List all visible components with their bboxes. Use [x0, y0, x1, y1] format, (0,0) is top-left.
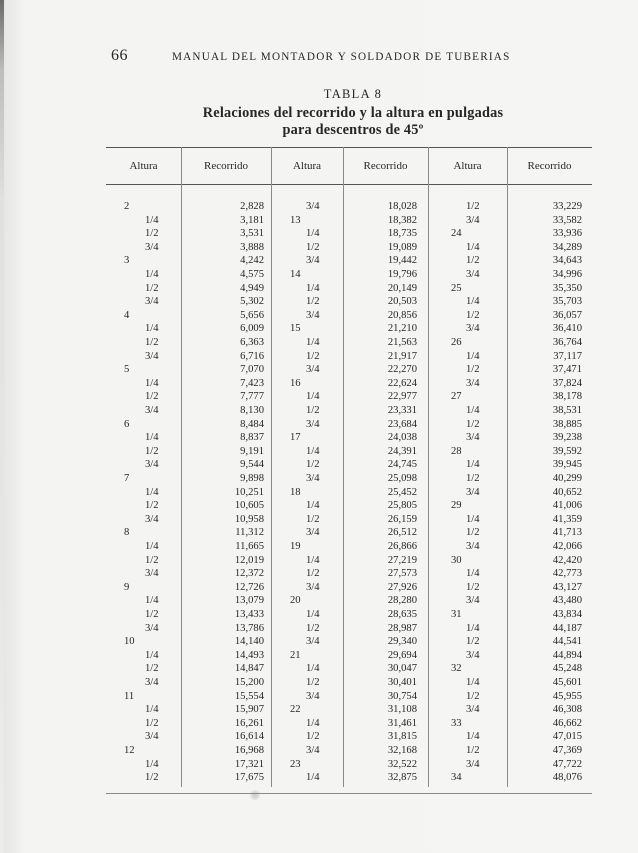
- recorrido-cell: 4,242: [240, 255, 264, 267]
- altura-cell: 3/4: [306, 309, 320, 321]
- recorrido-cell: 35,703: [552, 296, 582, 308]
- recorrido-cell: 20,503: [387, 296, 417, 308]
- altura-cell: 17: [290, 432, 301, 444]
- recorrido-cell: 43,127: [552, 581, 582, 593]
- recorrido-cell: 24,038: [387, 432, 417, 444]
- column-divider: [343, 147, 344, 787]
- altura-cell: 1/2: [466, 418, 480, 430]
- altura-cell: 6: [124, 418, 130, 430]
- recorrido-cell: 24,391: [387, 445, 417, 457]
- recorrido-cell: 32,522: [387, 758, 417, 770]
- altura-cell: 1/2: [466, 581, 480, 593]
- altura-cell: 3/4: [466, 432, 480, 444]
- page-number: 66: [111, 47, 128, 64]
- altura-cell: 2: [124, 201, 130, 212]
- recorrido-cell: 18,735: [387, 228, 417, 240]
- altura-cell: 1/2: [145, 445, 159, 457]
- recorrido-cell: 10,605: [234, 500, 264, 512]
- altura-cell: 1/2: [145, 282, 159, 294]
- altura-cell: 9: [124, 581, 130, 593]
- recorrido-cell: 14,140: [234, 636, 264, 648]
- altura-cell: 3/4: [145, 568, 159, 580]
- recorrido-cell: 26,159: [387, 513, 417, 525]
- altura-cell: 23: [290, 758, 301, 770]
- altura-cell: 1/2: [466, 636, 480, 648]
- table-title-line-1: Relaciones del recorrido y la altura en pulgadas: [202, 105, 504, 121]
- recorrido-cell: 34,643: [552, 255, 582, 267]
- altura-cell: 29: [451, 500, 462, 512]
- altura-cell: 3/4: [466, 269, 480, 280]
- recorrido-cell: 4,949: [240, 282, 264, 294]
- running-head: MANUAL DEL MONTADOR Y SOLDADOR DE TUBERIAS: [172, 51, 511, 63]
- recorrido-cell: 40,299: [552, 473, 582, 484]
- altura-cell: 34: [451, 772, 462, 784]
- altura-cell: 27: [451, 391, 462, 403]
- recorrido-cell: 4,575: [240, 269, 264, 280]
- recorrido-cell: 29,340: [387, 636, 417, 648]
- altura-cell: 16: [290, 377, 301, 389]
- column-divider: [507, 147, 508, 787]
- recorrido-cell: 20,149: [387, 282, 417, 294]
- altura-cell: 13: [290, 214, 301, 226]
- altura-cell: 1/2: [306, 350, 320, 362]
- recorrido-cell: 40,652: [552, 486, 582, 498]
- print-smudge: [250, 790, 260, 800]
- altura-cell: 3/4: [145, 677, 159, 688]
- altura-cell: 3/4: [466, 377, 480, 389]
- altura-cell: 18: [290, 486, 301, 498]
- altura-cell: 15: [290, 323, 301, 335]
- altura-cell: 1/2: [306, 513, 320, 525]
- altura-cell: 14: [290, 269, 301, 280]
- altura-cell: 3/4: [306, 418, 320, 430]
- altura-cell: 1/4: [466, 241, 480, 253]
- altura-cell: 1/2: [306, 405, 320, 416]
- recorrido-cell: 11,665: [235, 541, 264, 552]
- altura-cell: 21: [290, 649, 301, 661]
- recorrido-cell: 30,047: [387, 663, 417, 675]
- recorrido-cell: 38,531: [552, 405, 582, 416]
- altura-cell: 11: [124, 690, 135, 702]
- recorrido-cell: 37,824: [552, 377, 582, 389]
- altura-cell: 1/4: [466, 513, 480, 525]
- altura-cell: 1/4: [145, 541, 159, 552]
- altura-cell: 28: [451, 445, 462, 457]
- recorrido-cell: 48,076: [552, 772, 582, 784]
- altura-cell: 3/4: [306, 201, 320, 212]
- altura-cell: 3/4: [466, 214, 480, 226]
- recorrido-cell: 16,968: [234, 745, 264, 756]
- recorrido-cell: 44,894: [552, 649, 582, 661]
- recorrido-cell: 3,531: [240, 228, 264, 240]
- altura-cell: 1/4: [306, 282, 320, 294]
- header-altura: Altura: [292, 160, 322, 172]
- recorrido-cell: 7,777: [240, 391, 264, 403]
- recorrido-cell: 7,423: [240, 377, 264, 389]
- table-top-rule: [106, 147, 592, 148]
- altura-cell: 1/4: [466, 677, 480, 688]
- recorrido-cell: 2,828: [240, 201, 264, 212]
- table-label: TABLA 8: [323, 87, 383, 101]
- recorrido-cell: 27,219: [387, 554, 417, 566]
- recorrido-cell: 37,117: [553, 350, 582, 362]
- altura-cell: 3/4: [145, 731, 159, 743]
- altura-cell: 3/4: [466, 758, 480, 770]
- recorrido-cell: 23,684: [387, 418, 417, 430]
- altura-cell: 3/4: [466, 486, 480, 498]
- recorrido-cell: 28,635: [387, 609, 417, 620]
- recorrido-cell: 33,229: [552, 201, 582, 212]
- recorrido-cell: 14,493: [234, 649, 264, 661]
- column-divider: [428, 147, 429, 787]
- altura-cell: 1/4: [306, 500, 320, 512]
- altura-cell: 1/2: [306, 241, 320, 253]
- altura-cell: 1/2: [145, 609, 159, 620]
- altura-cell: 3/4: [306, 581, 320, 593]
- recorrido-cell: 34,996: [552, 269, 582, 280]
- altura-cell: 1/4: [306, 554, 320, 566]
- altura-cell: 7: [124, 473, 130, 484]
- recorrido-cell: 15,907: [234, 704, 264, 716]
- altura-cell: 32: [451, 663, 462, 675]
- altura-cell: 1/2: [145, 500, 159, 512]
- recorrido-cell: 47,015: [552, 731, 582, 743]
- altura-cell: 1/4: [145, 214, 159, 226]
- column-divider: [181, 147, 182, 787]
- altura-cell: 1/2: [466, 255, 480, 267]
- recorrido-cell: 19,442: [387, 255, 417, 267]
- recorrido-cell: 18,382: [387, 214, 417, 226]
- altura-cell: 22: [290, 704, 301, 716]
- altura-cell: 3/4: [306, 473, 320, 484]
- header-recorrido: Recorrido: [363, 160, 408, 172]
- recorrido-cell: 25,098: [387, 473, 417, 484]
- recorrido-cell: 29,694: [387, 649, 417, 661]
- recorrido-cell: 27,573: [387, 568, 417, 580]
- altura-cell: 1/4: [145, 649, 159, 661]
- altura-cell: 1/4: [145, 758, 159, 770]
- altura-cell: 1/4: [145, 323, 159, 335]
- altura-cell: 19: [290, 541, 301, 552]
- altura-cell: 3/4: [306, 255, 320, 267]
- recorrido-cell: 39,945: [552, 459, 582, 471]
- recorrido-cell: 36,764: [552, 337, 582, 348]
- altura-cell: 1/2: [306, 677, 320, 688]
- recorrido-cell: 3,888: [240, 241, 264, 253]
- altura-cell: 3/4: [306, 745, 320, 756]
- altura-cell: 1/2: [145, 772, 159, 784]
- altura-cell: 3/4: [466, 595, 480, 607]
- altura-cell: 1/4: [306, 609, 320, 620]
- recorrido-cell: 35,350: [552, 282, 582, 294]
- recorrido-cell: 45,955: [552, 690, 582, 702]
- altura-cell: 1/4: [306, 663, 320, 675]
- altura-cell: 3/4: [145, 513, 159, 525]
- recorrido-cell: 47,369: [552, 745, 582, 756]
- recorrido-cell: 26,512: [387, 527, 417, 539]
- altura-cell: 1/4: [145, 377, 159, 389]
- recorrido-cell: 7,070: [240, 364, 264, 376]
- altura-cell: 1/2: [466, 473, 480, 484]
- recorrido-cell: 6,363: [240, 337, 264, 348]
- recorrido-cell: 31,461: [387, 717, 417, 729]
- altura-cell: 3/4: [466, 649, 480, 661]
- recorrido-cell: 9,898: [240, 473, 264, 484]
- altura-cell: 3/4: [145, 241, 159, 253]
- recorrido-cell: 15,554: [234, 690, 264, 702]
- recorrido-cell: 26,866: [387, 541, 417, 552]
- recorrido-cell: 44,187: [552, 622, 582, 634]
- altura-cell: 1/4: [306, 337, 320, 348]
- recorrido-cell: 13,433: [234, 609, 264, 620]
- altura-cell: 5: [124, 364, 130, 376]
- altura-cell: 3/4: [306, 364, 320, 376]
- recorrido-cell: 19,796: [387, 269, 417, 280]
- altura-cell: 1/4: [306, 772, 320, 784]
- recorrido-cell: 21,917: [387, 350, 417, 362]
- recorrido-cell: 41,006: [552, 500, 582, 512]
- altura-cell: 20: [290, 595, 301, 607]
- altura-cell: 3/4: [306, 690, 320, 702]
- recorrido-cell: 12,372: [234, 568, 264, 580]
- recorrido-cell: 32,875: [387, 772, 417, 784]
- recorrido-cell: 37,471: [552, 364, 582, 376]
- altura-cell: 1/2: [145, 717, 159, 729]
- altura-cell: 3/4: [145, 622, 159, 634]
- recorrido-cell: 18,028: [387, 201, 417, 212]
- altura-cell: 1/2: [145, 337, 159, 348]
- recorrido-cell: 13,786: [234, 622, 264, 634]
- recorrido-cell: 36,057: [552, 309, 582, 321]
- altura-cell: 12: [124, 745, 135, 756]
- recorrido-cell: 42,420: [552, 554, 582, 566]
- recorrido-cell: 33,936: [552, 228, 582, 240]
- altura-cell: 1/4: [466, 459, 480, 471]
- recorrido-cell: 38,178: [552, 391, 582, 403]
- altura-cell: 1/4: [466, 622, 480, 634]
- recorrido-cell: 5,302: [240, 296, 264, 308]
- recorrido-cell: 13,079: [234, 595, 264, 607]
- altura-cell: 3/4: [306, 636, 320, 648]
- altura-cell: 4: [124, 309, 130, 321]
- altura-cell: 1/2: [145, 554, 159, 566]
- altura-cell: 30: [451, 554, 462, 566]
- altura-cell: 33: [451, 717, 462, 729]
- altura-cell: 3/4: [466, 541, 480, 552]
- recorrido-cell: 44,541: [552, 636, 582, 648]
- altura-cell: 3/4: [145, 296, 159, 308]
- recorrido-cell: 22,270: [387, 364, 417, 376]
- altura-cell: 26: [451, 337, 462, 348]
- altura-cell: 1/4: [466, 568, 480, 580]
- recorrido-cell: 8,484: [240, 418, 264, 430]
- recorrido-cell: 25,805: [387, 500, 417, 512]
- altura-cell: 3/4: [145, 405, 159, 416]
- recorrido-cell: 5,656: [240, 309, 264, 321]
- recorrido-cell: 15,200: [234, 677, 264, 688]
- altura-cell: 1/2: [306, 296, 320, 308]
- recorrido-cell: 39,238: [552, 432, 582, 444]
- recorrido-cell: 45,248: [552, 663, 582, 675]
- altura-cell: 1/2: [466, 309, 480, 321]
- recorrido-cell: 9,191: [240, 445, 264, 457]
- recorrido-cell: 38,885: [552, 418, 582, 430]
- altura-cell: 8: [124, 527, 130, 539]
- recorrido-cell: 43,834: [552, 609, 582, 620]
- altura-cell: 3/4: [145, 350, 159, 362]
- altura-cell: 3/4: [466, 704, 480, 716]
- recorrido-cell: 20,856: [387, 309, 417, 321]
- recorrido-cell: 8,130: [240, 405, 264, 416]
- recorrido-cell: 16,261: [234, 717, 264, 729]
- recorrido-cell: 25,452: [387, 486, 417, 498]
- altura-cell: 1/2: [306, 459, 320, 471]
- altura-cell: 1/4: [145, 704, 159, 716]
- altura-cell: 3: [124, 255, 130, 267]
- altura-cell: 10: [124, 636, 135, 648]
- altura-cell: 24: [451, 228, 462, 240]
- altura-cell: 1/2: [466, 364, 480, 376]
- recorrido-cell: 42,773: [552, 568, 582, 580]
- altura-cell: 1/2: [306, 731, 320, 743]
- altura-cell: 1/4: [466, 296, 480, 308]
- altura-cell: 1/4: [306, 445, 320, 457]
- altura-cell: 1/2: [306, 568, 320, 580]
- header-recorrido: Recorrido: [527, 160, 572, 172]
- recorrido-cell: 22,977: [387, 391, 417, 403]
- recorrido-cell: 12,726: [234, 581, 264, 593]
- recorrido-cell: 31,108: [387, 704, 417, 716]
- altura-cell: 1/4: [306, 228, 320, 240]
- recorrido-cell: 28,280: [387, 595, 417, 607]
- recorrido-cell: 10,958: [234, 513, 264, 525]
- table-header-rule: [106, 184, 592, 185]
- recorrido-cell: 21,210: [387, 323, 417, 335]
- altura-cell: 1/2: [466, 690, 480, 702]
- recorrido-cell: 33,582: [552, 214, 582, 226]
- altura-cell: 3/4: [145, 459, 159, 471]
- altura-cell: 1/4: [145, 486, 159, 498]
- altura-cell: 1/2: [466, 745, 480, 756]
- altura-cell: 1/2: [306, 622, 320, 634]
- recorrido-cell: 11,312: [235, 527, 264, 539]
- recorrido-cell: 39,592: [552, 445, 582, 457]
- header-altura: Altura: [453, 160, 482, 172]
- header-altura: Altura: [129, 160, 158, 172]
- altura-cell: 1/2: [145, 228, 159, 240]
- recorrido-cell: 22,624: [387, 377, 417, 389]
- altura-cell: 3/4: [306, 527, 320, 539]
- altura-cell: 1/4: [466, 731, 480, 743]
- recorrido-cell: 41,359: [552, 513, 582, 525]
- altura-cell: 1/4: [145, 432, 159, 444]
- recorrido-cell: 21,563: [387, 337, 417, 348]
- recorrido-cell: 46,308: [552, 704, 582, 716]
- altura-cell: 1/4: [466, 350, 480, 362]
- table-bottom-rule: [106, 793, 592, 794]
- recorrido-cell: 27,926: [387, 581, 417, 593]
- recorrido-cell: 28,987: [387, 622, 417, 634]
- recorrido-cell: 34,289: [552, 241, 582, 253]
- recorrido-cell: 16,614: [234, 731, 264, 743]
- recorrido-cell: 46,662: [552, 717, 582, 729]
- recorrido-cell: 36,410: [552, 323, 582, 335]
- recorrido-cell: 45,601: [552, 677, 582, 688]
- altura-cell: 1/2: [145, 391, 159, 403]
- altura-cell: 1/2: [145, 663, 159, 675]
- altura-cell: 3/4: [466, 323, 480, 335]
- column-divider: [271, 147, 272, 787]
- altura-cell: 1/4: [306, 717, 320, 729]
- recorrido-cell: 43,480: [552, 595, 582, 607]
- recorrido-cell: 12,019: [234, 554, 264, 566]
- recorrido-cell: 3,181: [240, 214, 264, 226]
- recorrido-cell: 23,331: [387, 405, 417, 416]
- recorrido-cell: 30,754: [387, 690, 417, 702]
- altura-cell: 31: [451, 609, 462, 620]
- altura-cell: 25: [451, 282, 462, 294]
- recorrido-cell: 17,321: [234, 758, 264, 770]
- recorrido-cell: 30,401: [387, 677, 417, 688]
- recorrido-cell: 24,745: [387, 459, 417, 471]
- altura-cell: 1/4: [145, 269, 159, 280]
- recorrido-cell: 14,847: [234, 663, 264, 675]
- recorrido-cell: 47,722: [552, 758, 582, 770]
- altura-cell: 1/4: [145, 595, 159, 607]
- recorrido-cell: 31,815: [387, 731, 417, 743]
- recorrido-cell: 41,713: [552, 527, 582, 539]
- altura-cell: 1/4: [306, 391, 320, 403]
- recorrido-cell: 6,716: [240, 350, 264, 362]
- recorrido-cell: 42,066: [552, 541, 582, 552]
- recorrido-cell: 8,837: [240, 432, 264, 444]
- recorrido-cell: 10,251: [234, 486, 264, 498]
- recorrido-cell: 17,675: [234, 772, 264, 784]
- recorrido-cell: 32,168: [387, 745, 417, 756]
- altura-cell: 1/4: [466, 405, 480, 416]
- altura-cell: 1/2: [466, 527, 480, 539]
- recorrido-cell: 6,009: [240, 323, 264, 335]
- altura-cell: 1/2: [466, 201, 480, 212]
- header-recorrido: Recorrido: [204, 160, 248, 172]
- recorrido-cell: 19,089: [387, 241, 417, 253]
- recorrido-cell: 9,544: [240, 459, 264, 471]
- table-title-line-2: para descentros de 45º: [282, 122, 424, 138]
